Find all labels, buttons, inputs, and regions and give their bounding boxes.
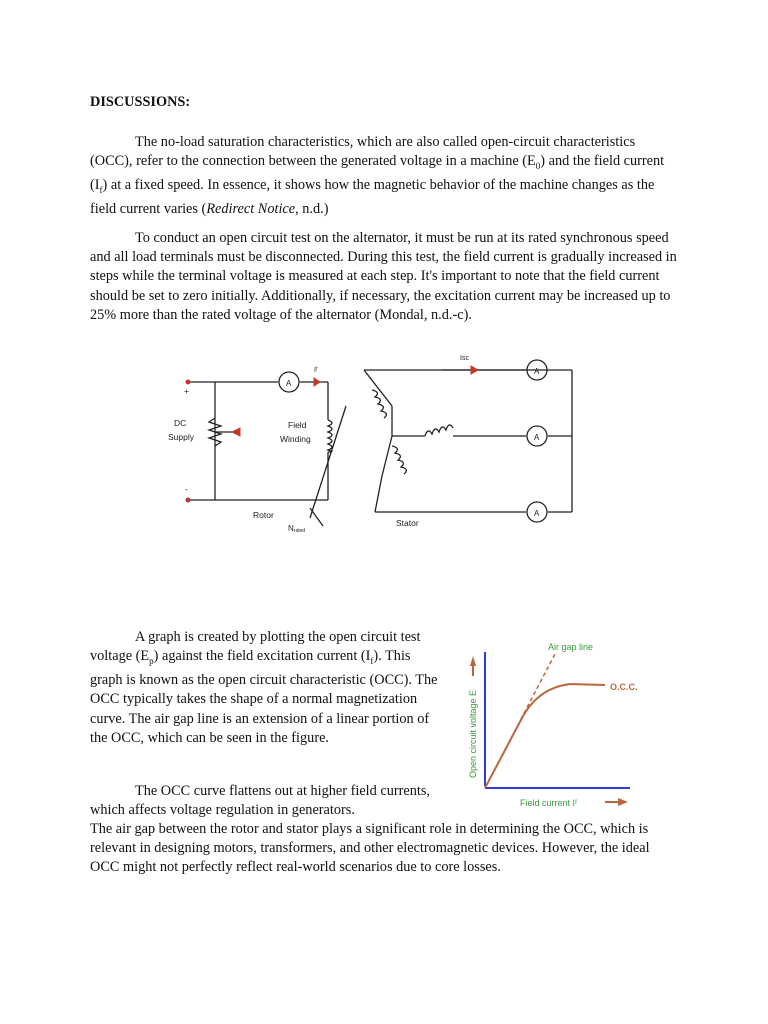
- stator-neutral-bottom: [382, 436, 392, 476]
- occ-label: O.C.C.: [610, 682, 638, 692]
- minus-sign: -: [185, 484, 188, 494]
- rotor-shaft-line: [310, 406, 346, 518]
- field-current-label: Iᶠ: [314, 367, 318, 374]
- air-gap-label: Air gap line: [548, 642, 594, 652]
- n-rated-label: Nrated: [288, 524, 306, 534]
- x-axis-arrow: [618, 798, 628, 806]
- stator-top-lead: [364, 370, 392, 406]
- p3-text-c: ). This graph is known as the open circuit characteristic (OCC). The OCC typically takes the shape of a normal magnetization curve. The air gap line is an extension of a linear portion of the OCC, which can be seen in the figure.: [90, 648, 438, 746]
- p3-text-b: ) against the field excitation current (I: [153, 648, 371, 665]
- plus-sign: +: [184, 386, 189, 396]
- isc-label: Isc: [460, 355, 469, 362]
- p1-text-b: ) and the field current (I: [90, 153, 665, 194]
- paragraph-air-gap: The air gap between the rotor and stator plays a significant role in determining the OCC, which is relevant in designing motors, transformers, and other electromagnetic devices. However, the ideal OCC might not perfectly reflect real-world scenarios due to core losses.: [90, 821, 650, 876]
- p1-text-a: The no-load saturation characteristics, which are also called open-circuit characteristics (OCC), refer to the connection between the generated voltage in a machine (E: [90, 134, 636, 170]
- isc-arrow: [471, 366, 478, 374]
- p1-citation-italic: Redirect Notice: [206, 201, 296, 218]
- field-label: Field: [288, 420, 307, 430]
- dc-terminal-minus-dot: [186, 498, 191, 503]
- stator-label: Stator: [396, 518, 419, 528]
- p1-sub-0: 0: [535, 161, 541, 172]
- paragraph-occ-flattens: The OCC curve flattens out at higher field currents, which affects voltage regulation in generators.: [90, 783, 430, 819]
- x-axis-label: Field current Iᶠ: [520, 798, 578, 808]
- stator-bottom-lead: [375, 476, 382, 512]
- paragraph-occ-definition: [90, 133, 680, 220]
- field-winding-coil: [328, 420, 332, 452]
- rotor-label: Rotor: [253, 510, 274, 520]
- ammeter-a-label: A: [534, 367, 540, 376]
- occ-curve: [485, 684, 605, 788]
- stator-coil-top: [372, 390, 386, 418]
- p1-text-c: ) at a fixed speed. In essence, it shows how the magnetic behavior of the machine changes as the field current varies (: [90, 177, 655, 218]
- stator-coil-middle: [425, 425, 453, 436]
- p3-sub-f: f: [370, 656, 374, 667]
- circuit-diagram: [160, 348, 580, 538]
- paragraph-graph-description: [90, 628, 445, 748]
- field-current-arrow: [314, 378, 320, 386]
- ammeter-c-label: A: [534, 509, 540, 518]
- p1-text-d: , n.d.): [295, 201, 329, 218]
- p3-text-a: A graph is created by plotting the open circuit test voltage (E: [90, 629, 421, 665]
- p3-sub-p: p: [149, 656, 154, 667]
- section-heading: DISCUSSIONS:: [90, 94, 191, 110]
- occ-graph: [460, 636, 650, 816]
- ammeter-field-label: A: [286, 379, 292, 388]
- ammeter-b-label: A: [534, 433, 540, 442]
- supply-label: Supply: [168, 432, 194, 442]
- paragraph-open-circuit-test: To conduct an open circuit test on the alternator, it must be run at its rated synchronous speed and all load terminals must be disconnected. During this test, the field current is gradually increased in steps while the terminal voltage is measured at each step. It's important to note that the field current should be set to zero initially. Additionally, if necessary, the excitation current may be increased up to 25% more than the rated voltage of the alternator (Mondal, n.d.-c).: [90, 230, 677, 323]
- rheostat-arrow: [232, 428, 240, 436]
- rotor-pointer: [310, 508, 323, 526]
- y-axis-label: Open circuit voltage E: [468, 689, 478, 778]
- stator-coil-bottom: [392, 446, 406, 474]
- dc-label: DC: [174, 418, 187, 428]
- dc-terminal-plus-dot: [186, 380, 191, 385]
- p1-sub-f: f: [99, 185, 103, 196]
- winding-label: Winding: [280, 434, 311, 444]
